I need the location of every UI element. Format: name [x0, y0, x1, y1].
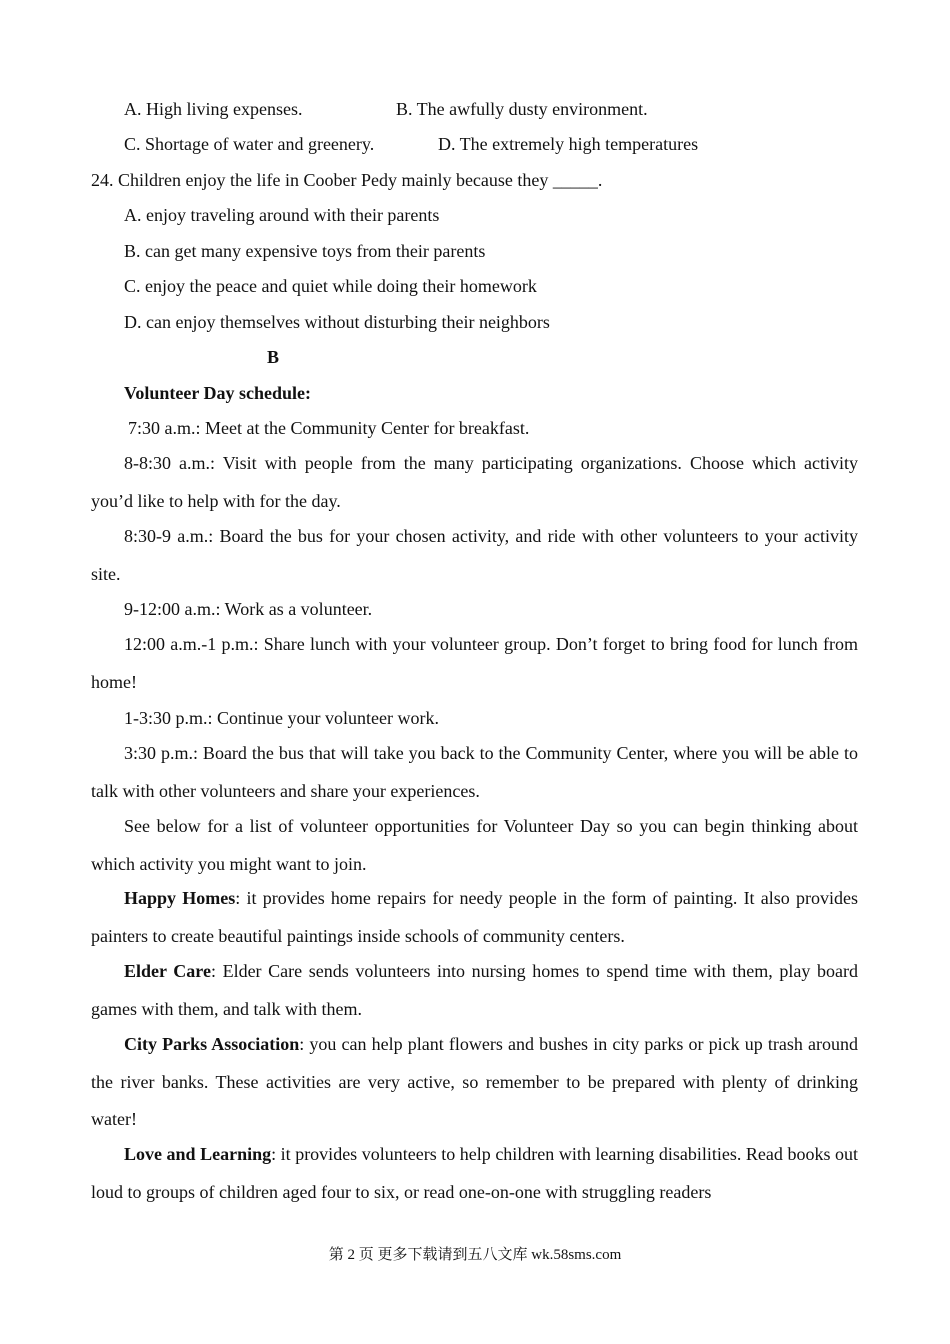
section-letter: B	[267, 347, 280, 367]
org-description: : it provides home repairs for needy people in the form of painting. It also provides painters to create beautiful paintings inside schools of community centers.	[91, 888, 858, 946]
q24-option-d: D. can enjoy themselves without disturbing their neighbors	[124, 312, 550, 332]
q24-option-a: A. enjoy traveling around with their parents	[124, 205, 440, 225]
q24-stem: 24. Children enjoy the life in Coober Pedy mainly because they _____.	[91, 170, 603, 190]
section-heading: Volunteer Day schedule:	[124, 383, 312, 403]
page-footer: 第 2 页 更多下载请到五八文库 wk.58sms.com	[328, 1247, 622, 1263]
org-name: Happy Homes	[124, 888, 236, 908]
schedule-item-0730: 7:30 a.m.: Meet at the Community Center for breakfast.	[128, 418, 530, 438]
org-description: : it provides volunteers to help children with learning disabilities. Read books out loud to groups of children aged four to six, or read one-on-one with struggling readers	[91, 1144, 858, 1202]
org-happy-homes	[91, 880, 858, 955]
q23-option-c: C. Shortage of water and greenery.	[124, 134, 375, 154]
q24-option-b: B. can get many expensive toys from their parents	[124, 241, 486, 261]
org-name: City Parks Association	[124, 1034, 300, 1054]
schedule-item-0830: 8:30-9 a.m.: Board the bus for your chosen activity, and ride with other volunteers to your activity site.	[91, 526, 858, 584]
q23-option-a: A. High living expenses.	[124, 99, 303, 119]
schedule-item-1300: 1-3:30 p.m.: Continue your volunteer work.	[124, 708, 439, 728]
schedule-item-0900: 9-12:00 a.m.: Work as a volunteer.	[124, 599, 373, 619]
q23-option-b: B. The awfully dusty environment.	[396, 99, 648, 119]
org-name: Elder Care	[124, 961, 211, 981]
schedule-item-0800: 8-8:30 a.m.: Visit with people from the many participating organizations. Choose which activity you’d like to help with for the day.	[91, 453, 858, 511]
schedule-item-1200: 12:00 a.m.-1 p.m.: Share lunch with your volunteer group. Don’t forget to bring food for lunch from home!	[91, 634, 858, 692]
org-elder-care	[91, 953, 858, 1028]
q24-option-c: C. enjoy the peace and quiet while doing their homework	[124, 276, 537, 296]
org-description: : Elder Care sends volunteers into nursing homes to spend time with them, play board games with them, and talk with them.	[91, 961, 859, 1019]
org-city-parks-association	[91, 1026, 858, 1139]
org-description: : you can help plant flowers and bushes in city parks or pick up trash around the river banks. These activities are very active, so remember to be prepared with plenty of drinking water!	[91, 1034, 858, 1129]
q23-option-d: D. The extremely high temperatures	[438, 134, 699, 154]
schedule-item-1530: 3:30 p.m.: Board the bus that will take you back to the Community Center, where you will be able to talk with other volunteers and share your experiences.	[91, 743, 858, 801]
org-name: Love and Learning	[124, 1144, 272, 1164]
org-love-and-learning	[91, 1136, 858, 1211]
opportunities-intro: See below for a list of volunteer opportunities for Volunteer Day so you can begin thinking about which activity you might want to join.	[91, 816, 858, 874]
